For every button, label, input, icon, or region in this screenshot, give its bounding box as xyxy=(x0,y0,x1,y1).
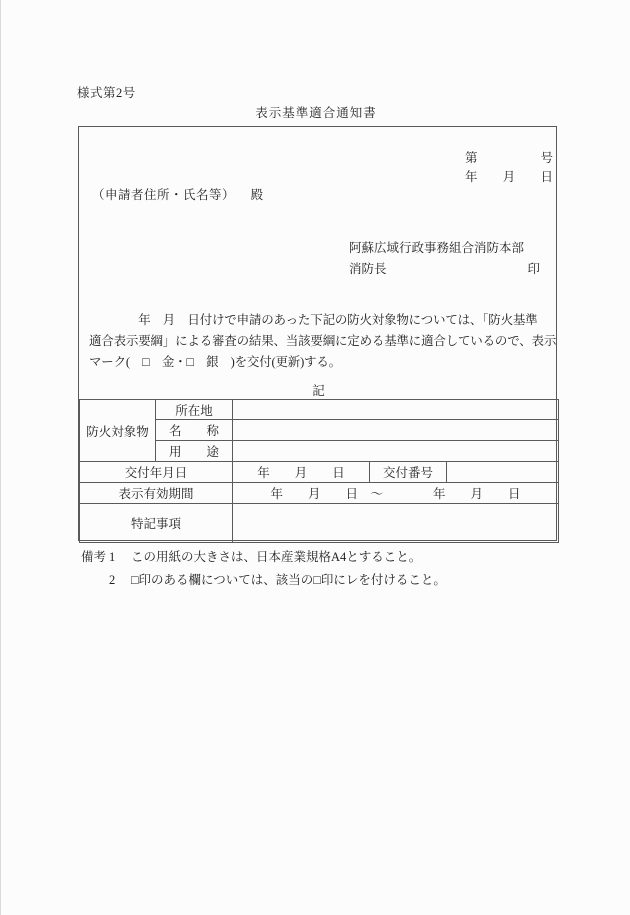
remark-text-1: この用紙の大きさは、日本産業規格A4とすること。 xyxy=(131,550,422,564)
remark-item-1 xyxy=(81,546,446,569)
remark-item-2 xyxy=(81,569,446,592)
use-label: 用 途 xyxy=(156,441,233,462)
issue-date-value: 年 月 日 xyxy=(233,462,370,483)
form-number: 様式第2号 xyxy=(77,86,136,100)
date-month-label: 月 xyxy=(502,170,516,184)
body-line-2: 適合表示要綱」による審査の結果、当該要綱に定める基準に適合しているので、表示 xyxy=(89,334,557,348)
document-number-line xyxy=(465,149,553,168)
issue-number-label: 交付番号 xyxy=(370,462,447,483)
body-paragraph xyxy=(89,310,555,373)
name-label: 名 称 xyxy=(156,420,233,441)
validity-value: 年 月 日 ～ 年 月 日 xyxy=(233,483,559,504)
issuer-title-line xyxy=(349,259,540,280)
remarks-block xyxy=(81,546,446,592)
record-heading: 記 xyxy=(312,384,325,398)
body-line-3: マーク( □ 金・□ 銀 )を交付(更新)する。 xyxy=(89,355,341,369)
detail-table xyxy=(79,399,559,543)
addressee-line xyxy=(92,185,264,203)
remarks-label-spacer xyxy=(81,569,109,592)
table-row-special-notes xyxy=(80,504,559,543)
addressee-honorific: 殿 xyxy=(250,188,264,202)
addressee-placeholder: （申請者住所・氏名等） xyxy=(92,188,236,202)
date-day-label: 日 xyxy=(540,170,553,184)
issue-date-label: 交付年月日 xyxy=(80,462,233,483)
location-label: 所在地 xyxy=(156,400,233,420)
table-row-validity xyxy=(80,483,559,504)
issuer-title: 消防長 xyxy=(349,262,387,276)
table-row-location xyxy=(80,400,559,420)
special-notes-value-cell xyxy=(233,504,559,543)
issue-number-value-cell xyxy=(447,462,559,483)
document-number-date-block xyxy=(465,149,553,187)
name-value-cell xyxy=(233,420,559,441)
body-line-1: 年 月 日付けで申請のあった下記の防火対象物については、「防火基準 xyxy=(89,313,538,327)
fire-object-label: 防火対象物 xyxy=(80,400,156,462)
remark-number-1: 1 xyxy=(109,550,116,564)
document-title: 表示基準適合通知書 xyxy=(255,106,377,120)
location-value-cell xyxy=(233,400,559,420)
issuer-organization: 阿蘇広域行政事務組合消防本部 xyxy=(349,241,525,255)
seal-mark: 印 xyxy=(527,262,540,276)
remark-number-2: 2 xyxy=(109,573,116,587)
special-notes-label: 特記事項 xyxy=(80,504,233,543)
remarks-label: 備考 xyxy=(81,550,107,564)
table-row-issue-date xyxy=(80,462,559,483)
validity-label: 表示有効期間 xyxy=(80,483,233,504)
date-year-label: 年 xyxy=(465,170,478,184)
notification-frame xyxy=(78,126,557,541)
use-value-cell xyxy=(233,441,559,462)
doc-no-prefix: 第 xyxy=(465,151,478,165)
document-date-line xyxy=(465,168,553,187)
remark-text-2: □印のある欄については、該当の□印にレを付けること。 xyxy=(131,573,446,587)
doc-no-suffix: 号 xyxy=(540,151,553,165)
issuer-block xyxy=(349,238,540,280)
